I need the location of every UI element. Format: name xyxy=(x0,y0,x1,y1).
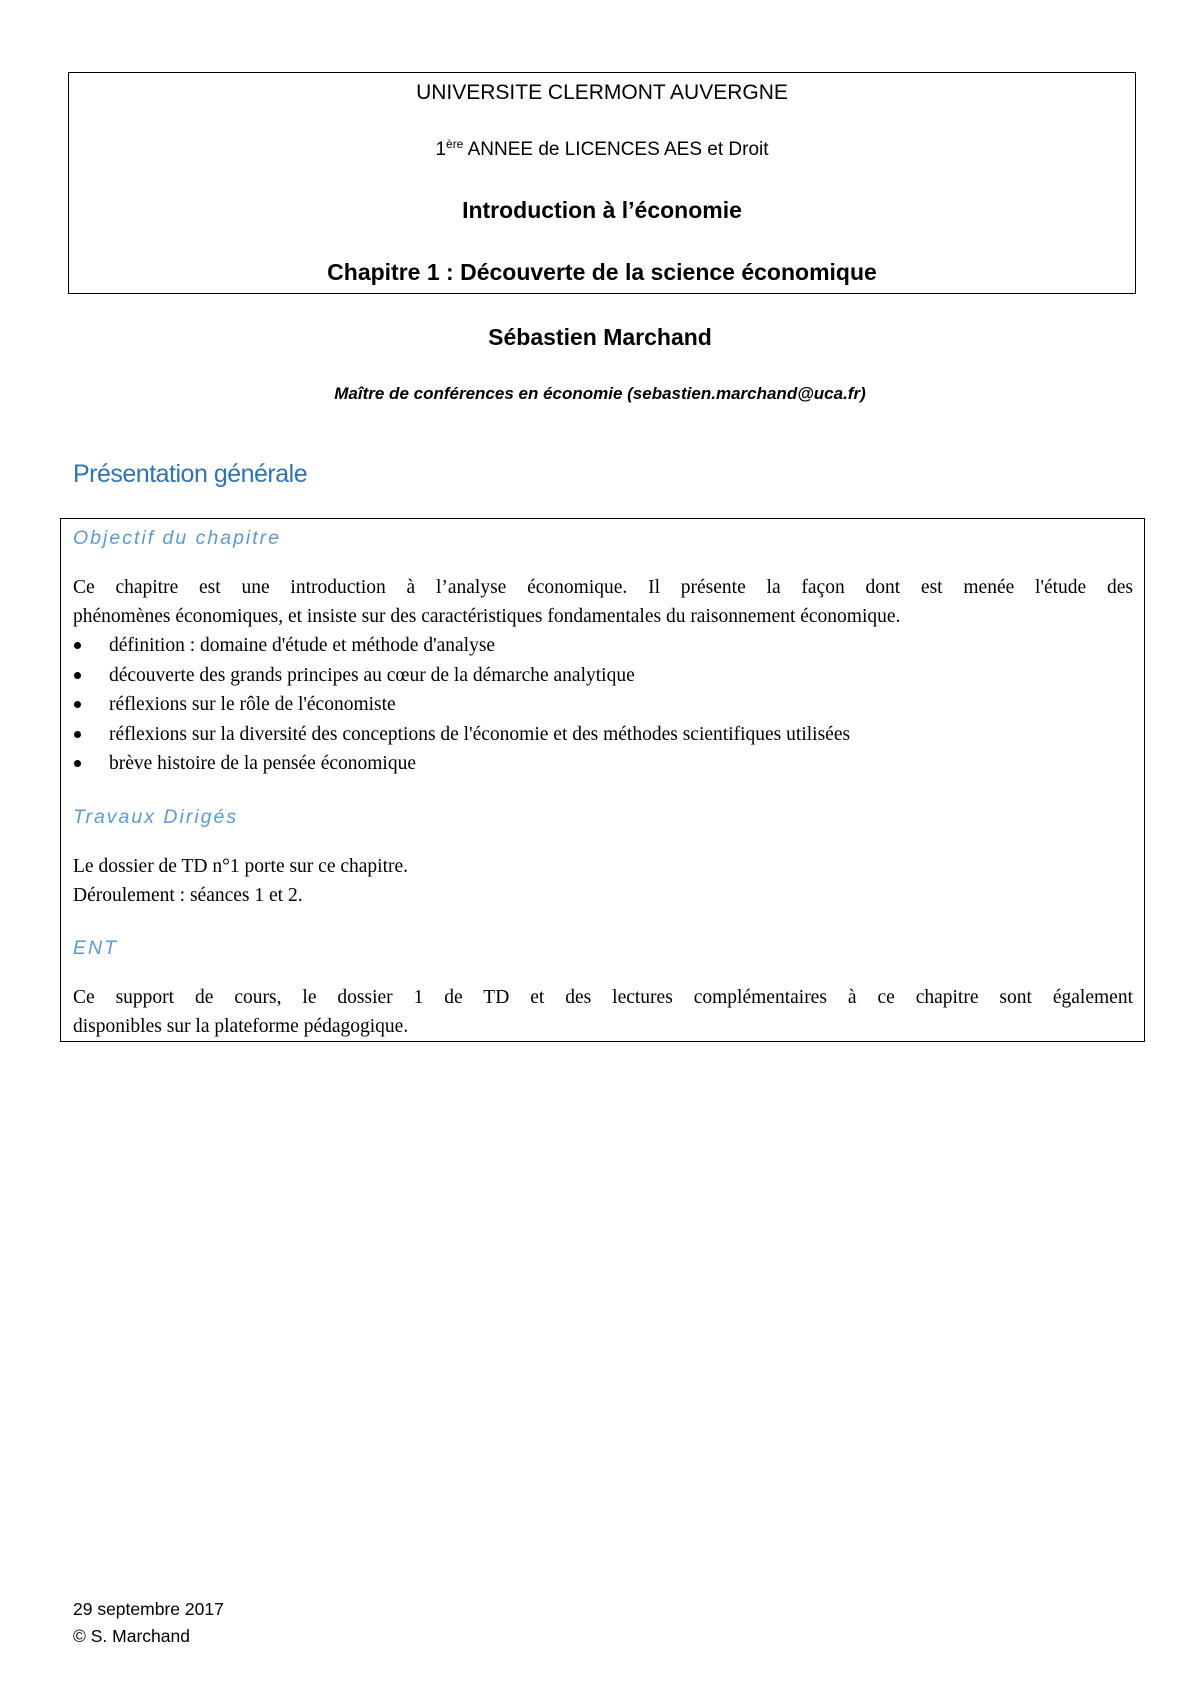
year-superscript: ère xyxy=(446,137,464,151)
bullet-icon xyxy=(74,642,81,649)
author-role: Maître de conférences en économie (sebastien.marchand@uca.fr) xyxy=(334,384,866,403)
bullet-icon xyxy=(74,760,81,767)
td-paragraph xyxy=(73,852,1133,910)
ent-line-1: Ce support de cours, le dossier 1 de TD et des lectures complémentaires à ce chapitre sont également xyxy=(73,987,1133,1008)
bullet-icon xyxy=(74,701,81,708)
td-line-1: Le dossier de TD n°1 porte sur ce chapitre. xyxy=(73,856,409,877)
bullet-icon xyxy=(74,672,81,679)
info-box xyxy=(60,518,1145,1042)
ent-line-2: disponibles sur la plateforme pédagogique. xyxy=(73,1016,409,1037)
title-box xyxy=(68,72,1136,294)
objectif-paragraph xyxy=(73,573,1133,631)
chapter-title: Chapitre 1 : Découverte de la science économique xyxy=(327,259,877,285)
ent-paragraph xyxy=(73,983,1133,1041)
year-line xyxy=(69,139,1135,161)
td-heading: Travaux Dirigés xyxy=(73,806,239,828)
objectif-line-2: phénomènes économiques, et insiste sur des caractéristiques fondamentales du raisonnement économique. xyxy=(73,606,901,627)
list-item: réflexions sur le rôle de l'économiste xyxy=(73,690,850,720)
objectif-line-1: Ce chapitre est une introduction à l’analyse économique. Il présente la façon dont est menée l'étude des xyxy=(73,577,1133,598)
list-item: définition : domaine d'étude et méthode d'analyse xyxy=(73,631,850,661)
objectif-heading: Objectif du chapitre xyxy=(73,527,282,549)
list-item: découverte des grands principes au cœur de la démarche analytique xyxy=(73,661,850,691)
footer-date: 29 septembre 2017 xyxy=(73,1599,224,1619)
td-line-2: Déroulement : séances 1 et 2. xyxy=(73,885,303,906)
course-title: Introduction à l’économie xyxy=(462,197,742,223)
university-name: UNIVERSITE CLERMONT AUVERGNE xyxy=(416,81,788,104)
year-number: 1 xyxy=(435,139,447,160)
footer-copyright: © S. Marchand xyxy=(73,1626,190,1646)
year-rest: ANNEE de LICENCES AES et Droit xyxy=(463,139,769,160)
list-item: brève histoire de la pensée économique xyxy=(73,749,850,779)
section-heading: Présentation générale xyxy=(73,460,308,488)
list-item: réflexions sur la diversité des conceptions de l'économie et des méthodes scientifiques utilisées xyxy=(73,720,850,750)
bullet-icon xyxy=(74,731,81,738)
footer xyxy=(73,1596,224,1650)
author-name: Sébastien Marchand xyxy=(488,324,712,350)
ent-heading: ENT xyxy=(73,937,118,959)
objectif-list xyxy=(73,631,850,779)
